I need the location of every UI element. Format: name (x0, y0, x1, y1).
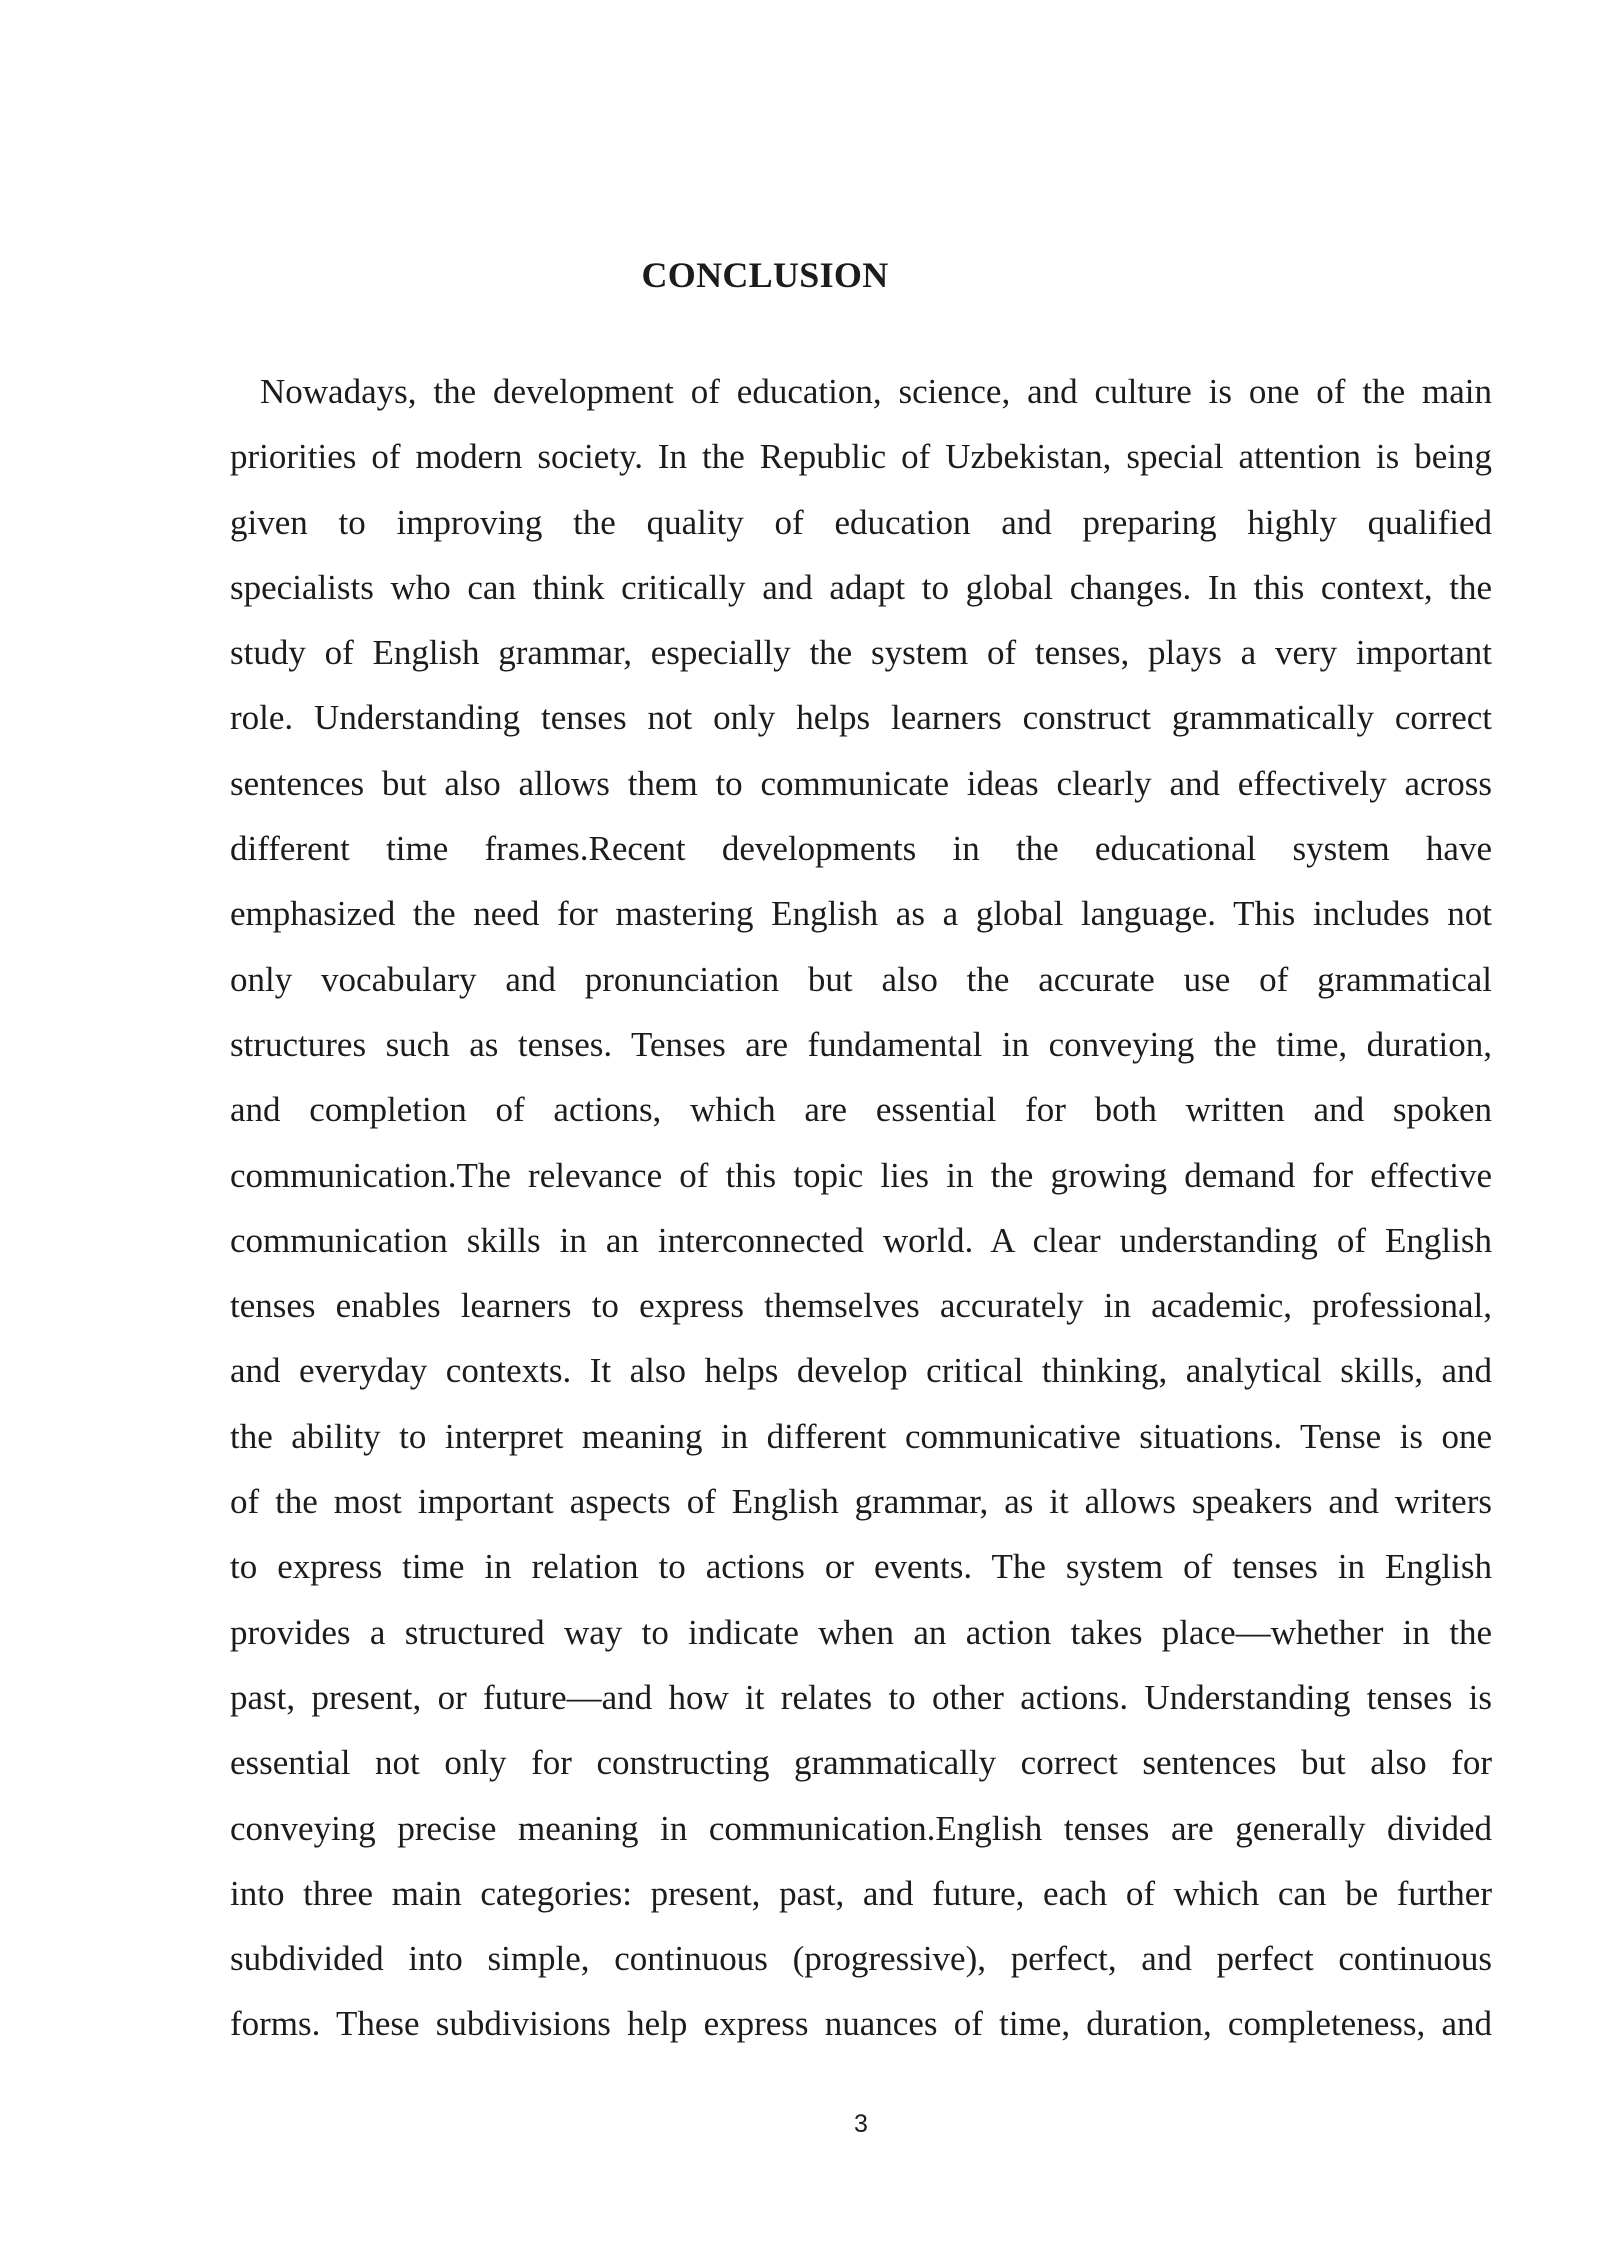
paragraph-line: different time frames.Recent developments in the educational system have (230, 829, 1492, 869)
paragraph-line: and completion of actions, which are essential for both written and spoken (230, 1090, 1492, 1130)
paragraph-line: provides a structured way to indicate when an action takes place—whether in the (230, 1612, 1492, 1652)
paragraph-line: essential not only for constructing grammatically correct sentences but also for (230, 1743, 1492, 1783)
paragraph-line: to express time in relation to actions or events. The system of tenses in English (230, 1547, 1492, 1587)
paragraph-line: role. Understanding tenses not only helps learners construct grammatically correct (230, 698, 1492, 738)
paragraph-line: the ability to interpret meaning in different communicative situations. Tense is one (230, 1416, 1492, 1456)
paragraph-line: specialists who can think critically and adapt to global changes. In this context, the (230, 567, 1492, 607)
paragraph-line: emphasized the need for mastering English as a global language. This includes not (230, 894, 1492, 934)
paragraph-line: conveying precise meaning in communication.English tenses are generally divided (230, 1808, 1492, 1848)
paragraph-line: only vocabulary and pronunciation but also the accurate use of grammatical (230, 959, 1492, 999)
paragraph-line: subdivided into simple, continuous (progressive), perfect, and perfect continuous (230, 1939, 1492, 1979)
paragraph-line: study of English grammar, especially the system of tenses, plays a very important (230, 633, 1492, 673)
page-number: 3 (854, 2110, 868, 2138)
paragraph-line: into three main categories: present, past, and future, each of which can be further (230, 1873, 1492, 1913)
paragraph-line: tenses enables learners to express themselves accurately in academic, professional, (230, 1286, 1492, 1326)
paragraph-line: sentences but also allows them to communicate ideas clearly and effectively across (230, 763, 1492, 803)
paragraph-line: and everyday contexts. It also helps develop critical thinking, analytical skills, and (230, 1351, 1492, 1391)
paragraph-line: given to improving the quality of education and preparing highly qualified (230, 502, 1492, 542)
paragraph-line: forms. These subdivisions help express nuances of time, duration, completeness, and (230, 2004, 1492, 2044)
paragraph-line: structures such as tenses. Tenses are fundamental in conveying the time, duration, (230, 1024, 1492, 1064)
paragraph-line: of the most important aspects of English grammar, as it allows speakers and writers (230, 1482, 1492, 1522)
section-heading: CONCLUSION (641, 255, 889, 295)
paragraph-line: Nowadays, the development of education, science, and culture is one of the main (260, 372, 1492, 411)
body-paragraph (230, 368, 1492, 2066)
paragraph-line: past, present, or future—and how it relates to other actions. Understanding tenses is (230, 1677, 1492, 1717)
paragraph-line: priorities of modern society. In the Republic of Uzbekistan, special attention is being (230, 437, 1492, 477)
paragraph-line: communication.The relevance of this topic lies in the growing demand for effective (230, 1155, 1492, 1195)
paragraph-line: communication skills in an interconnected world. A clear understanding of English (230, 1220, 1492, 1260)
